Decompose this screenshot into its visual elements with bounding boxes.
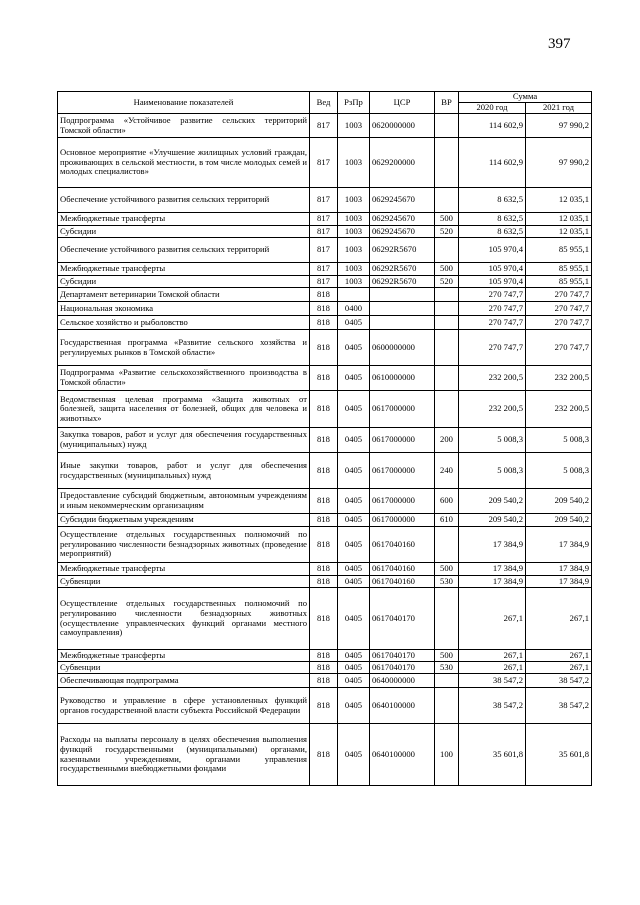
cell-name: Иные закупки товаров, работ и услуг для обеспечения государственных (муниципальных) нужд xyxy=(58,453,310,489)
cell-rzpr: 1003 xyxy=(338,226,370,238)
cell-csr: 0617040170 xyxy=(370,662,435,674)
cell-ved: 818 xyxy=(310,514,338,527)
cell-vr xyxy=(435,238,459,263)
cell-sum-2021: 267,1 xyxy=(526,650,592,662)
cell-rzpr: 0405 xyxy=(338,563,370,576)
cell-csr: 0629245670 xyxy=(370,213,435,226)
cell-sum-2020: 17 384,9 xyxy=(459,563,526,576)
cell-vr: 530 xyxy=(435,662,459,674)
table-row xyxy=(58,650,592,662)
cell-rzpr xyxy=(338,288,370,302)
table-row xyxy=(58,302,592,316)
cell-rzpr: 1003 xyxy=(338,114,370,138)
cell-vr xyxy=(435,114,459,138)
cell-ved: 818 xyxy=(310,576,338,588)
cell-name: Субвенции xyxy=(58,576,310,588)
cell-vr xyxy=(435,527,459,563)
table-body xyxy=(58,114,592,786)
cell-csr: 0629245670 xyxy=(370,188,435,213)
header-vr: ВР xyxy=(435,92,459,114)
cell-name: Обеспечение устойчивого развития сельских территорий xyxy=(58,188,310,213)
cell-sum-2020: 267,1 xyxy=(459,662,526,674)
cell-csr: 0617000000 xyxy=(370,428,435,453)
cell-sum-2020: 114 602,9 xyxy=(459,138,526,188)
table-row xyxy=(58,688,592,724)
cell-ved: 818 xyxy=(310,391,338,428)
cell-ved: 818 xyxy=(310,428,338,453)
cell-rzpr: 0405 xyxy=(338,489,370,514)
cell-name: Субсидии бюджетным учреждениям xyxy=(58,514,310,527)
cell-vr: 500 xyxy=(435,563,459,576)
table-row xyxy=(58,188,592,213)
cell-sum-2020: 232 200,5 xyxy=(459,366,526,391)
cell-sum-2021: 12 035,1 xyxy=(526,188,592,213)
table-row xyxy=(58,514,592,527)
cell-rzpr: 0405 xyxy=(338,674,370,688)
cell-csr: 0617000000 xyxy=(370,391,435,428)
cell-csr: 0617040160 xyxy=(370,527,435,563)
cell-csr: 0617000000 xyxy=(370,453,435,489)
table-row xyxy=(58,330,592,366)
cell-name: Межбюджетные трансферты xyxy=(58,263,310,276)
table-row xyxy=(58,288,592,302)
table-row xyxy=(58,674,592,688)
cell-sum-2020: 114 602,9 xyxy=(459,114,526,138)
cell-vr xyxy=(435,391,459,428)
cell-rzpr: 1003 xyxy=(338,138,370,188)
table-row xyxy=(58,114,592,138)
budget-table xyxy=(57,91,592,786)
cell-sum-2021: 267,1 xyxy=(526,588,592,650)
cell-name: Обеспечение устойчивого развития сельских территорий xyxy=(58,238,310,263)
cell-sum-2020: 8 632,5 xyxy=(459,188,526,213)
cell-vr: 500 xyxy=(435,213,459,226)
cell-sum-2021: 270 747,7 xyxy=(526,316,592,330)
cell-sum-2020: 105 970,4 xyxy=(459,238,526,263)
table-row xyxy=(58,724,592,786)
cell-sum-2021: 267,1 xyxy=(526,662,592,674)
cell-ved: 818 xyxy=(310,366,338,391)
header-2020: 2020 год xyxy=(459,103,526,114)
cell-sum-2021: 5 008,3 xyxy=(526,453,592,489)
cell-sum-2020: 8 632,5 xyxy=(459,226,526,238)
cell-sum-2020: 38 547,2 xyxy=(459,674,526,688)
table-row xyxy=(58,453,592,489)
cell-name: Национальная экономика xyxy=(58,302,310,316)
cell-vr: 500 xyxy=(435,650,459,662)
cell-ved: 818 xyxy=(310,674,338,688)
cell-csr: 0629200000 xyxy=(370,138,435,188)
cell-sum-2021: 35 601,8 xyxy=(526,724,592,786)
cell-csr: 0640100000 xyxy=(370,688,435,724)
cell-ved: 818 xyxy=(310,588,338,650)
cell-sum-2020: 270 747,7 xyxy=(459,316,526,330)
cell-ved: 818 xyxy=(310,330,338,366)
table-row xyxy=(58,662,592,674)
cell-vr: 520 xyxy=(435,226,459,238)
cell-ved: 817 xyxy=(310,114,338,138)
cell-name: Предоставление субсидий бюджетным, автономным учреждениям и иным некоммерческим организациям xyxy=(58,489,310,514)
cell-vr xyxy=(435,302,459,316)
table-row xyxy=(58,276,592,288)
cell-csr: 0600000000 xyxy=(370,330,435,366)
cell-rzpr: 1003 xyxy=(338,263,370,276)
cell-csr: 0610000000 xyxy=(370,366,435,391)
table-row xyxy=(58,226,592,238)
cell-sum-2021: 209 540,2 xyxy=(526,489,592,514)
cell-sum-2020: 35 601,8 xyxy=(459,724,526,786)
cell-rzpr: 0405 xyxy=(338,391,370,428)
cell-vr: 520 xyxy=(435,276,459,288)
cell-vr xyxy=(435,188,459,213)
table-row xyxy=(58,238,592,263)
table-row xyxy=(58,563,592,576)
cell-sum-2020: 232 200,5 xyxy=(459,391,526,428)
header-csr: ЦСР xyxy=(370,92,435,114)
table-row xyxy=(58,489,592,514)
cell-sum-2021: 38 547,2 xyxy=(526,674,592,688)
cell-name: Сельское хозяйство и рыболовство xyxy=(58,316,310,330)
cell-rzpr: 0405 xyxy=(338,514,370,527)
cell-vr xyxy=(435,588,459,650)
cell-ved: 817 xyxy=(310,238,338,263)
cell-ved: 818 xyxy=(310,650,338,662)
cell-name: Подпрограмма «Устойчивое развитие сельских территорий Томской области» xyxy=(58,114,310,138)
cell-csr xyxy=(370,316,435,330)
cell-vr: 100 xyxy=(435,724,459,786)
cell-ved: 818 xyxy=(310,288,338,302)
cell-rzpr: 1003 xyxy=(338,213,370,226)
cell-name: Межбюджетные трансферты xyxy=(58,213,310,226)
cell-name: Руководство и управление в сфере установленных функций органов государственной власти субъекта Российской Федерации xyxy=(58,688,310,724)
header-ved: Вед xyxy=(310,92,338,114)
cell-name: Департамент ветеринарии Томской области xyxy=(58,288,310,302)
table-row xyxy=(58,588,592,650)
cell-vr: 500 xyxy=(435,263,459,276)
cell-sum-2021: 97 990,2 xyxy=(526,114,592,138)
cell-name: Осуществление отдельных государственных полномочий по регулированию численности безнадзорных животных (осуществление управленческих функций органами местного самоуправления) xyxy=(58,588,310,650)
cell-sum-2021: 85 955,1 xyxy=(526,276,592,288)
cell-name: Государственная программа «Развитие сельского хозяйства и регулируемых рынков в Томской области» xyxy=(58,330,310,366)
cell-sum-2020: 267,1 xyxy=(459,588,526,650)
cell-rzpr: 0405 xyxy=(338,724,370,786)
cell-csr: 0617000000 xyxy=(370,489,435,514)
cell-name: Закупка товаров, работ и услуг для обеспечения государственных (муниципальных) нужд xyxy=(58,428,310,453)
header-name: Наименование показателей xyxy=(58,92,310,114)
cell-sum-2020: 17 384,9 xyxy=(459,527,526,563)
cell-csr: 0617040170 xyxy=(370,588,435,650)
cell-csr: 0617040160 xyxy=(370,576,435,588)
cell-csr: 06292R5670 xyxy=(370,263,435,276)
cell-name: Ведомственная целевая программа «Защита животных от болезней, защита населения от болезней, общих для человека и животных» xyxy=(58,391,310,428)
table-row xyxy=(58,391,592,428)
cell-sum-2020: 17 384,9 xyxy=(459,576,526,588)
cell-sum-2020: 105 970,4 xyxy=(459,276,526,288)
cell-ved: 818 xyxy=(310,316,338,330)
cell-name: Межбюджетные трансферты xyxy=(58,650,310,662)
cell-ved: 817 xyxy=(310,213,338,226)
table-row xyxy=(58,263,592,276)
table-row xyxy=(58,138,592,188)
cell-ved: 817 xyxy=(310,226,338,238)
cell-csr xyxy=(370,302,435,316)
cell-csr: 06292R5670 xyxy=(370,238,435,263)
cell-name: Субсидии xyxy=(58,276,310,288)
cell-csr: 0620000000 xyxy=(370,114,435,138)
cell-rzpr: 1003 xyxy=(338,238,370,263)
table-row xyxy=(58,213,592,226)
cell-name: Расходы на выплаты персоналу в целях обеспечения выполнения функций государственными (муниципальными) органами, казенными учреждениями, органами управления государственными внебюджетными фондами xyxy=(58,724,310,786)
cell-rzpr: 0405 xyxy=(338,316,370,330)
table-row xyxy=(58,428,592,453)
cell-csr xyxy=(370,288,435,302)
cell-vr: 610 xyxy=(435,514,459,527)
cell-sum-2021: 209 540,2 xyxy=(526,514,592,527)
cell-sum-2021: 270 747,7 xyxy=(526,288,592,302)
cell-sum-2021: 17 384,9 xyxy=(526,563,592,576)
cell-vr xyxy=(435,688,459,724)
cell-sum-2021: 270 747,7 xyxy=(526,330,592,366)
cell-vr xyxy=(435,674,459,688)
cell-name: Основное мероприятие «Улучшение жилищных условий граждан, проживающих в сельской местности, в том числе молодых семей и молодых специалистов» xyxy=(58,138,310,188)
cell-sum-2020: 38 547,2 xyxy=(459,688,526,724)
cell-sum-2021: 270 747,7 xyxy=(526,302,592,316)
cell-vr xyxy=(435,316,459,330)
cell-csr: 0617040160 xyxy=(370,563,435,576)
cell-vr: 200 xyxy=(435,428,459,453)
cell-ved: 818 xyxy=(310,527,338,563)
cell-sum-2020: 270 747,7 xyxy=(459,288,526,302)
cell-name: Обеспечивающая подпрограмма xyxy=(58,674,310,688)
cell-ved: 818 xyxy=(310,563,338,576)
cell-sum-2021: 17 384,9 xyxy=(526,576,592,588)
cell-rzpr: 0405 xyxy=(338,576,370,588)
cell-name: Осуществление отдельных государственных полномочий по регулированию численности безнадзорных животных (проведение мероприятий) xyxy=(58,527,310,563)
cell-sum-2020: 8 632,5 xyxy=(459,213,526,226)
page-number: 397 xyxy=(548,36,571,52)
cell-sum-2021: 5 008,3 xyxy=(526,428,592,453)
header-sum: Сумма xyxy=(459,92,592,103)
cell-ved: 818 xyxy=(310,724,338,786)
cell-name: Межбюджетные трансферты xyxy=(58,563,310,576)
header-rzpr: РзПр xyxy=(338,92,370,114)
cell-sum-2021: 85 955,1 xyxy=(526,263,592,276)
cell-vr: 240 xyxy=(435,453,459,489)
cell-vr xyxy=(435,288,459,302)
cell-sum-2021: 85 955,1 xyxy=(526,238,592,263)
cell-rzpr: 0405 xyxy=(338,588,370,650)
cell-ved: 817 xyxy=(310,138,338,188)
cell-rzpr: 1003 xyxy=(338,276,370,288)
cell-vr xyxy=(435,138,459,188)
cell-sum-2020: 105 970,4 xyxy=(459,263,526,276)
header-2021: 2021 год xyxy=(526,103,592,114)
cell-sum-2021: 38 547,2 xyxy=(526,688,592,724)
cell-sum-2021: 17 384,9 xyxy=(526,527,592,563)
cell-name: Подпрограмма «Развитие сельскохозяйственного производства в Томской области» xyxy=(58,366,310,391)
cell-name: Субвенции xyxy=(58,662,310,674)
cell-rzpr: 0400 xyxy=(338,302,370,316)
cell-sum-2020: 270 747,7 xyxy=(459,330,526,366)
cell-rzpr: 0405 xyxy=(338,527,370,563)
cell-csr: 0640100000 xyxy=(370,724,435,786)
cell-ved: 818 xyxy=(310,662,338,674)
cell-rzpr: 0405 xyxy=(338,662,370,674)
cell-rzpr: 0405 xyxy=(338,650,370,662)
cell-sum-2021: 232 200,5 xyxy=(526,391,592,428)
cell-ved: 818 xyxy=(310,489,338,514)
cell-name: Субсидии xyxy=(58,226,310,238)
cell-vr xyxy=(435,366,459,391)
cell-sum-2020: 5 008,3 xyxy=(459,453,526,489)
cell-csr: 06292R5670 xyxy=(370,276,435,288)
cell-rzpr: 0405 xyxy=(338,428,370,453)
table-row xyxy=(58,527,592,563)
cell-ved: 818 xyxy=(310,302,338,316)
cell-sum-2020: 270 747,7 xyxy=(459,302,526,316)
cell-rzpr: 0405 xyxy=(338,330,370,366)
cell-vr: 530 xyxy=(435,576,459,588)
cell-sum-2021: 232 200,5 xyxy=(526,366,592,391)
cell-rzpr: 0405 xyxy=(338,366,370,391)
cell-rzpr: 1003 xyxy=(338,188,370,213)
cell-csr: 0617000000 xyxy=(370,514,435,527)
cell-sum-2021: 12 035,1 xyxy=(526,213,592,226)
table-row xyxy=(58,366,592,391)
cell-sum-2021: 12 035,1 xyxy=(526,226,592,238)
cell-sum-2020: 5 008,3 xyxy=(459,428,526,453)
cell-ved: 818 xyxy=(310,453,338,489)
cell-csr: 0629245670 xyxy=(370,226,435,238)
cell-vr xyxy=(435,330,459,366)
table-row xyxy=(58,316,592,330)
cell-csr: 0617040170 xyxy=(370,650,435,662)
cell-ved: 817 xyxy=(310,263,338,276)
table-row xyxy=(58,576,592,588)
cell-ved: 817 xyxy=(310,276,338,288)
cell-vr: 600 xyxy=(435,489,459,514)
cell-csr: 0640000000 xyxy=(370,674,435,688)
cell-rzpr: 0405 xyxy=(338,688,370,724)
cell-sum-2020: 267,1 xyxy=(459,650,526,662)
cell-sum-2020: 209 540,2 xyxy=(459,514,526,527)
cell-ved: 817 xyxy=(310,188,338,213)
cell-ved: 818 xyxy=(310,688,338,724)
cell-sum-2020: 209 540,2 xyxy=(459,489,526,514)
cell-rzpr: 0405 xyxy=(338,453,370,489)
cell-sum-2021: 97 990,2 xyxy=(526,138,592,188)
